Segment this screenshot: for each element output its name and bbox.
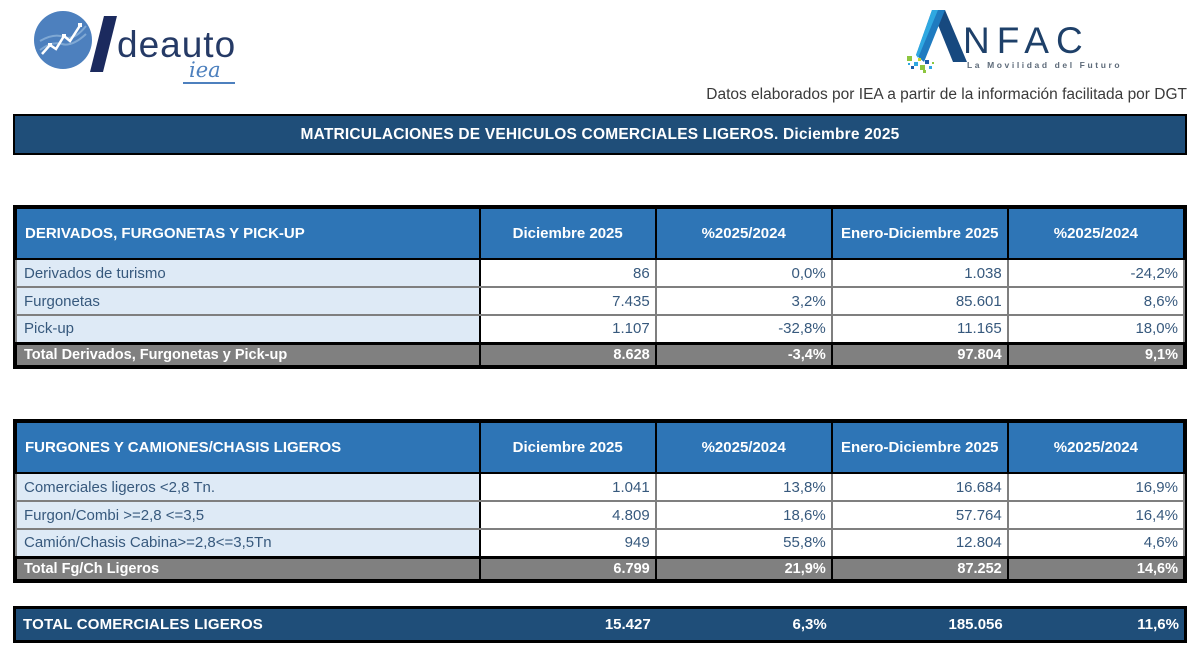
total-value: 14,6%	[1008, 557, 1184, 580]
total-value: 9,1%	[1008, 343, 1184, 366]
table-furgones	[13, 419, 1187, 583]
column-header: Enero-Diciembre 2025	[832, 422, 1008, 473]
total-label: Total Derivados, Furgonetas y Pick-up	[16, 343, 480, 366]
cell-value: -32,8%	[656, 315, 832, 343]
total-value: 21,9%	[656, 557, 832, 580]
column-header: Diciembre 2025	[480, 208, 656, 259]
cell-value: 8,6%	[1008, 287, 1184, 315]
grand-total-bar	[13, 606, 1187, 643]
table-derivados	[13, 205, 1187, 369]
cell-value: 55,8%	[656, 529, 832, 557]
cell-value: 1.038	[832, 259, 1008, 287]
cell-value: 7.435	[480, 287, 656, 315]
table-row	[16, 473, 1184, 501]
cell-value: -24,2%	[1008, 259, 1184, 287]
grand-total-value: 11,6%	[1137, 616, 1179, 633]
column-header: %2025/2024	[1008, 422, 1184, 473]
row-label: Furgonetas	[16, 287, 480, 315]
table-title-cell: FURGONES Y CAMIONES/CHASIS LIGEROS	[16, 422, 480, 473]
column-header: %2025/2024	[656, 208, 832, 259]
total-value: 97.804	[832, 343, 1008, 366]
cell-value: 4,6%	[1008, 529, 1184, 557]
ideauto-logo	[33, 8, 293, 80]
cell-value: 16,4%	[1008, 501, 1184, 529]
cell-value: 86	[480, 259, 656, 287]
cell-value: 1.041	[480, 473, 656, 501]
table-row	[16, 287, 1184, 315]
cell-value: 13,8%	[656, 473, 832, 501]
cell-value: 12.804	[832, 529, 1008, 557]
table-row	[16, 529, 1184, 557]
table-header-row	[16, 422, 1184, 473]
table-total-row	[16, 343, 1184, 366]
table-row	[16, 259, 1184, 287]
report-title: MATRICULACIONES DE VEHICULOS COMERCIALES LIGEROS. Diciembre 2025	[13, 114, 1187, 155]
anfac-logo	[905, 8, 1145, 80]
row-label: Furgon/Combi >=2,8 <=3,5	[16, 501, 480, 529]
ideauto-iea-script: iea	[183, 58, 235, 84]
cell-value: 1.107	[480, 315, 656, 343]
column-header: %2025/2024	[656, 422, 832, 473]
table-header-row	[16, 208, 1184, 259]
grand-total-value: 15.427	[604, 616, 651, 633]
cell-value: 16,9%	[1008, 473, 1184, 501]
total-value: -3,4%	[656, 343, 832, 366]
total-value: 87.252	[832, 557, 1008, 580]
table-total-row	[16, 557, 1184, 580]
cell-value: 18,0%	[1008, 315, 1184, 343]
column-header: Diciembre 2025	[480, 422, 656, 473]
cell-value: 85.601	[832, 287, 1008, 315]
cell-value: 57.764	[832, 501, 1008, 529]
cell-value: 16.684	[832, 473, 1008, 501]
cell-value: 18,6%	[656, 501, 832, 529]
data-source-note: Datos elaborados por IEA a partir de la información facilitada por DGT	[706, 86, 1187, 103]
row-label: Camión/Chasis Cabina>=2,8<=3,5Tn	[16, 529, 480, 557]
grand-total-value: 185.056	[948, 616, 1003, 633]
cell-value: 11.165	[832, 315, 1008, 343]
total-label: Total Fg/Ch Ligeros	[16, 557, 480, 580]
anfac-tagline: La Movilidad del Futuro	[967, 60, 1123, 70]
ideauto-wordmark: deauto	[117, 24, 237, 65]
table-title-cell: DERIVADOS, FURGONETAS Y PICK-UP	[16, 208, 480, 259]
table-row	[16, 315, 1184, 343]
grand-total-label: TOTAL COMERCIALES LIGEROS	[23, 616, 264, 633]
table-row	[16, 501, 1184, 529]
row-label: Pick-up	[16, 315, 480, 343]
row-label: Derivados de turismo	[16, 259, 480, 287]
row-label: Comerciales ligeros <2,8 Tn.	[16, 473, 480, 501]
cell-value: 4.809	[480, 501, 656, 529]
cell-value: 0,0%	[656, 259, 832, 287]
column-header: Enero-Diciembre 2025	[832, 208, 1008, 259]
total-value: 6.799	[480, 557, 656, 580]
logo-row	[13, 0, 1187, 80]
anfac-wordmark: NFAC	[963, 20, 1090, 61]
ideauto-chart-circle-icon	[33, 10, 93, 70]
column-header: %2025/2024	[1008, 208, 1184, 259]
total-value: 8.628	[480, 343, 656, 366]
cell-value: 3,2%	[656, 287, 832, 315]
cell-value: 949	[480, 529, 656, 557]
grand-total-value: 6,3%	[792, 616, 827, 633]
ideauto-i-bar	[90, 16, 117, 72]
anfac-a-icon	[905, 8, 971, 74]
